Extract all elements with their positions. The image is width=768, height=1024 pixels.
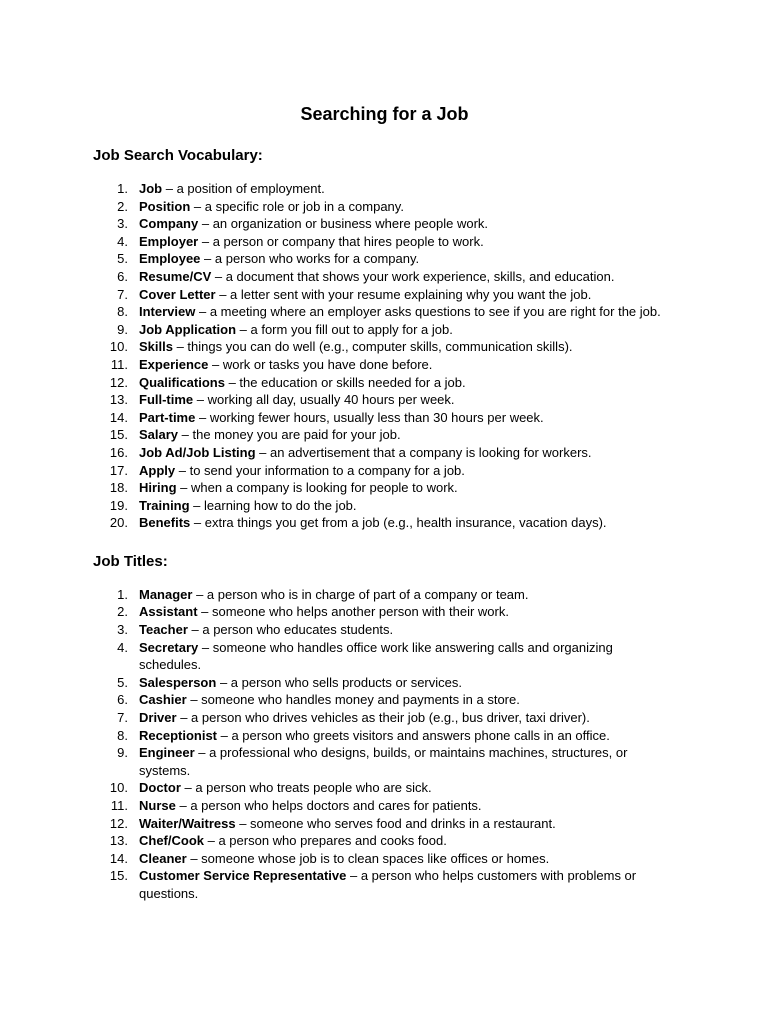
list-item-number: 12.: [109, 374, 128, 390]
list-item-definition: – a person who is in charge of part of a company or team.: [192, 586, 529, 602]
list-item-number: 11.: [110, 798, 128, 813]
page-title: Searching for a Job: [300, 104, 469, 124]
list-item-term: Full-time: [139, 392, 194, 408]
list-item-term: Job: [139, 181, 163, 196]
list-item-definition: – a person who drives vehicles as their job (e.g., bus driver, taxi driver).: [176, 710, 590, 726]
list-item-definition: – learning how to do the job.: [189, 497, 357, 513]
list-item-term: Company: [139, 216, 199, 232]
list-item-term: Doctor: [139, 780, 181, 796]
list-item: [93, 303, 676, 321]
list-item: [93, 215, 676, 233]
list-item: [93, 250, 676, 268]
list-item: [93, 268, 676, 286]
list-item-number: 13.: [109, 392, 128, 408]
list-item: [93, 356, 676, 374]
list-item-definition: – a person who educates students.: [187, 622, 394, 638]
list-item-definition: – a person who helps customers with problems or questions.: [139, 868, 637, 901]
list-item: [93, 180, 676, 198]
list-item: [93, 727, 676, 745]
list-item-number: 4.: [117, 639, 128, 655]
list-item-definition: – a person who treats people who are sick.: [180, 780, 432, 796]
list-item-definition: – a person who helps doctors and cares for patients.: [175, 798, 482, 813]
list-item-term: Waiter/Waitress: [139, 815, 236, 831]
list-item-term: Teacher: [139, 622, 188, 638]
list-item: [93, 514, 676, 532]
list-item-number: 14.: [109, 409, 128, 425]
list-item: [93, 603, 676, 621]
list-item-term: Part-time: [139, 409, 196, 425]
list-item-term: Position: [139, 198, 191, 214]
list-item-number: 8.: [117, 727, 128, 743]
list-item-definition: – a specific role or job in a company.: [190, 198, 404, 214]
list-item-definition: – a document that shows your work experience, skills, and education.: [211, 268, 615, 284]
section-spacer: [93, 532, 676, 552]
list-item-definition: – someone whose job is to clean spaces like offices or homes.: [186, 850, 550, 866]
list-item-term: Driver: [139, 710, 177, 726]
list-item-term: Engineer: [139, 745, 195, 761]
list-item-number: 15.: [109, 427, 128, 443]
list-item-number: 11.: [110, 356, 128, 372]
list-item-term: Cover Letter: [139, 286, 216, 302]
list-item-number: 5.: [117, 251, 128, 267]
list-item-definition: – working all day, usually 40 hours per week.: [193, 392, 455, 408]
list-item-term: Salesperson: [139, 674, 217, 690]
list-item: [93, 691, 676, 709]
list-item-term: Cleaner: [139, 850, 187, 866]
list-item: [93, 621, 676, 639]
list-item: [93, 832, 676, 850]
list-item: [93, 779, 676, 797]
list-item-number: 2.: [117, 198, 128, 214]
list-item-number: 8.: [117, 304, 128, 320]
list-item: [93, 374, 676, 392]
list-item-number: 9.: [117, 321, 128, 337]
list-item-definition: – when a company is looking for people to work.: [176, 480, 458, 496]
list-item-term: Employee: [139, 251, 201, 267]
list-item-term: Experience: [139, 356, 209, 372]
list-item: [93, 479, 676, 497]
list-item-number: 1.: [117, 181, 128, 196]
list-item-term: Resume/CV: [139, 268, 212, 284]
list-item-term: Hiring: [139, 480, 177, 496]
list-item-definition: – the education or skills needed for a job.: [224, 374, 466, 390]
list-item-number: 20.: [109, 515, 128, 531]
list-item-term: Job Ad/Job Listing: [139, 444, 256, 460]
list-item: [93, 815, 676, 833]
list-item-definition: – someone who handles office work like answering calls and organizing schedules.: [139, 639, 613, 673]
list-item-term: Training: [139, 497, 190, 513]
list-item-number: 9.: [117, 745, 128, 761]
list-item-definition: – extra things you get from a job (e.g., health insurance, vacation days).: [190, 515, 607, 531]
list-item: [93, 338, 676, 356]
list-item: [93, 233, 676, 251]
list-item-term: Job Application: [139, 321, 237, 337]
list-item-number: 7.: [117, 286, 128, 302]
list-item: [93, 462, 676, 480]
list-item-number: 6.: [117, 268, 128, 284]
list-item-term: Apply: [139, 462, 176, 478]
list-item-definition: – a letter sent with your resume explaining why you want the job.: [215, 286, 592, 302]
section-heading-job-titles: Job Titles:: [93, 552, 168, 570]
list-item-number: 13.: [109, 833, 128, 849]
list-item-number: 3.: [117, 216, 128, 232]
list-item-number: 19.: [109, 497, 128, 513]
list-item: [93, 867, 676, 902]
list-item-term: Cashier: [139, 692, 187, 708]
list-item-term: Nurse: [139, 798, 176, 813]
list-item: [93, 797, 676, 815]
list-item-definition: – work or tasks you have done before.: [208, 356, 433, 372]
list-item-term: Employer: [139, 233, 199, 249]
list-item: [93, 674, 676, 692]
list-item-definition: – the money you are paid for your job.: [178, 427, 401, 443]
list-item-number: 18.: [109, 480, 128, 496]
list-item-definition: – a person who prepares and cooks food.: [204, 833, 447, 849]
list-item-definition: – a meeting where an employer asks questions to see if you are right for the job.: [195, 304, 661, 320]
list-item-term: Customer Service Representative: [139, 868, 347, 884]
list-item-term: Secretary: [139, 639, 199, 655]
list-item-number: 10.: [109, 780, 128, 796]
list-item-definition: – a person or company that hires people to work.: [198, 233, 484, 249]
list-item: [93, 497, 676, 515]
list-item: [93, 586, 676, 604]
list-item-definition: – someone who serves food and drinks in a restaurant.: [235, 815, 556, 831]
list-item-definition: – a person who greets visitors and answers phone calls in an office.: [217, 727, 610, 743]
list-item-number: 4.: [117, 233, 128, 249]
list-item-term: Interview: [139, 304, 196, 320]
list-item: [93, 321, 676, 339]
list-item: [93, 391, 676, 409]
list-item-number: 15.: [109, 868, 128, 884]
list-item-number: 16.: [109, 444, 128, 460]
list-item-definition: – things you can do well (e.g., computer skills, communication skills).: [172, 339, 573, 355]
list-item: [93, 709, 676, 727]
list-item: [93, 198, 676, 216]
list-item-number: 12.: [109, 815, 128, 831]
list-item-number: 14.: [109, 850, 128, 866]
list-item-term: Salary: [139, 427, 179, 443]
list-item: [93, 639, 676, 674]
vocabulary-list: [93, 180, 676, 532]
list-item-definition: – an organization or business where people work.: [198, 216, 489, 232]
list-item-term: Receptionist: [139, 727, 218, 743]
list-item-number: 2.: [117, 604, 128, 620]
list-item-number: 3.: [117, 622, 128, 638]
list-item-definition: – working fewer hours, usually less than 30 hours per week.: [195, 409, 544, 425]
list-item-number: 17.: [109, 462, 128, 478]
list-item-number: 7.: [117, 710, 128, 726]
list-item-definition: – a position of employment.: [162, 181, 325, 196]
list-item: [93, 444, 676, 462]
list-item-term: Skills: [139, 339, 173, 355]
list-item-number: 5.: [117, 674, 128, 690]
section-heading-vocabulary: Job Search Vocabulary:: [93, 147, 263, 164]
list-item-definition: – someone who handles money and payments in a store.: [186, 692, 520, 708]
list-item-definition: – someone who helps another person with their work.: [197, 604, 509, 620]
list-item-definition: – a person who works for a company.: [200, 251, 420, 267]
list-item-term: Qualifications: [139, 374, 225, 390]
list-item: [93, 286, 676, 304]
list-item-definition: – a professional who designs, builds, or maintains machines, structures, or systems.: [139, 745, 628, 778]
list-item-term: Chef/Cook: [139, 833, 204, 849]
list-item-number: 1.: [117, 586, 128, 602]
list-item-term: Assistant: [139, 604, 198, 620]
list-item-definition: – to send your information to a company for a job.: [175, 462, 465, 478]
list-item-definition: – an advertisement that a company is looking for workers.: [255, 444, 592, 460]
list-item-number: 6.: [117, 692, 128, 708]
list-item: [93, 850, 676, 868]
list-item-number: 10.: [109, 339, 128, 355]
list-item: [93, 409, 676, 427]
list-item-definition: – a person who sells products or services.: [216, 674, 462, 690]
job-titles-list: [93, 586, 676, 903]
list-item-term: Benefits: [139, 515, 191, 531]
list-item: [93, 744, 676, 779]
list-item-term: Manager: [139, 586, 193, 602]
list-item: [93, 426, 676, 444]
list-item-definition: – a form you fill out to apply for a job.: [236, 321, 453, 337]
